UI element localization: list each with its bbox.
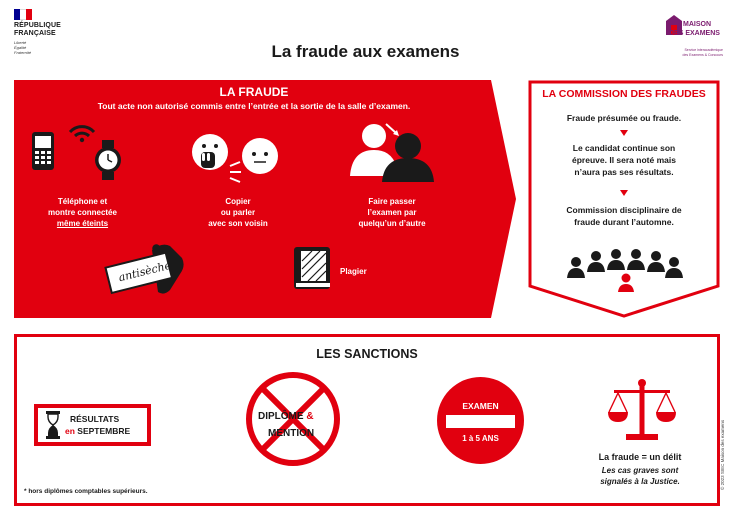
exam-ban-label: EXAMEN	[462, 401, 499, 411]
book-icon	[292, 245, 334, 293]
commission-step-2: Le candidat continue son épreuve. Il sera noté mais n’aura pas ses résultats.	[572, 143, 676, 177]
commission-step-3: Commission disciplinaire de fraude durant l’automne.	[566, 205, 682, 227]
phone-label: Téléphone et montre connectée même éteints	[48, 197, 117, 228]
offence-label: La fraude = un délit	[598, 452, 682, 462]
copy-neighbour-faces-icon	[188, 128, 288, 188]
hourglass-icon	[46, 411, 60, 439]
copyright-text: © 2023 SIEC Maison des examens	[720, 419, 725, 490]
results-label: RÉSULTATS	[70, 414, 120, 424]
fraud-title: LA FRAUDE	[219, 85, 289, 99]
disciplinary-committee-icon	[566, 242, 684, 292]
offence-note: Les cas graves sont signalés à la Justice.	[600, 466, 680, 486]
cheat-sheet-text: antisèche	[117, 258, 173, 285]
diploma-label: DIPLÔME &	[258, 411, 314, 422]
republic-motto: Liberté Égalité Fraternité	[14, 40, 32, 55]
footnote: * hors diplômes comptables supérieurs.	[24, 488, 148, 495]
mention-label: MENTION	[268, 428, 315, 439]
impersonation-people-icon	[340, 120, 445, 182]
commission-title: LA COMMISSION DES FRAUDES	[542, 88, 706, 100]
sanctions-title: LES SANCTIONS	[316, 347, 418, 361]
exam-ban-duration: 1 à 5 ANS	[462, 434, 499, 443]
copy-label: Copier ou parler avec son voisin	[208, 197, 268, 228]
maison-des-examens-logo-subtitle: Service interacadémique des Examens & Concours	[682, 48, 723, 57]
page-title: La fraude aux examens	[271, 42, 460, 61]
phone-and-smartwatch-icon	[30, 122, 135, 190]
plagiarism-label: Plagier	[340, 267, 367, 276]
no-entry-bar	[446, 415, 515, 428]
scales-of-justice-icon	[606, 378, 678, 444]
impersonation-label: Faire passer l’examen par quelqu’un d’autre	[358, 197, 426, 228]
down-arrow-icon	[620, 130, 628, 136]
commission-step-1: Fraude présumée ou fraude.	[566, 113, 682, 123]
down-arrow-icon	[620, 190, 628, 196]
maison-des-examens-logo-text: MAISON DES EXAMENS	[669, 21, 720, 37]
french-flag-icon	[14, 9, 32, 20]
republic-logo-text: RÉPUBLIQUE FRANÇAISE	[14, 22, 61, 37]
fraud-definition: Tout acte non autorisé commis entre l’entrée et la sortie de la salle d’examen.	[97, 101, 411, 111]
results-september-label: en SEPTEMBRE	[65, 426, 131, 436]
